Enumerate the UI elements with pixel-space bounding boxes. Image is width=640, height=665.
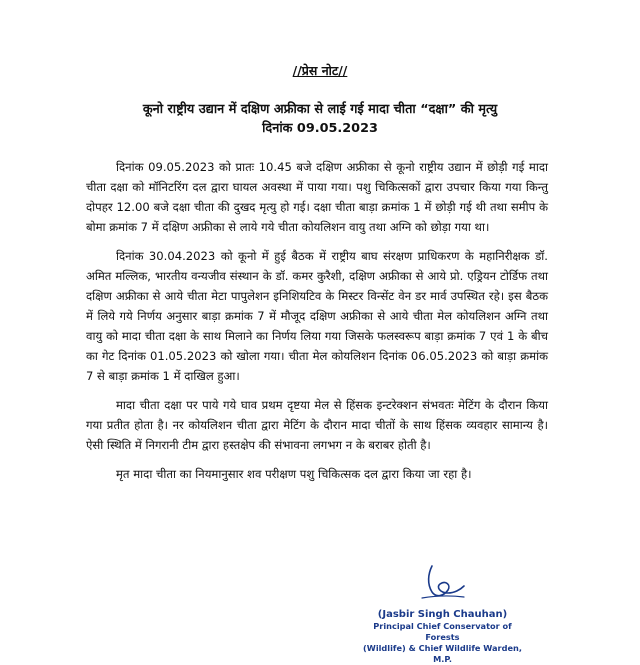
paragraph-4: मृत मादा चीता का नियमानुसार शव परीक्षण पशु चिकित्सक दल द्वारा किया जा रहा है।	[116, 467, 472, 481]
paragraph-1: दिनांक 09.05.2023 को प्रातः 10.45 बजे दक्षिण अफ्रीका से कूनो राष्ट्रीय उद्यान में छोड़ी गई मादा चीता दक्षा को मॉनिटरिंग दल द्वारा घायल अवस्था में पाया गया। पशु चिकित्सकों द्वारा उपचार किया गया किन्तु दोपहर 12.00 बजे दक्षा चीता की दुखद मृत्यु हो गई। दक्षा चीता बाड़ा क्रमांक 1 में छोड़ी गई थी तथा समीप के बोमा क्रमांक 7 में दक्षिण अफ्रीका से लाये गये चीता कोयलिशन वायु तथा अग्नि को छोड़ा गया था।	[86, 160, 548, 234]
handwritten-signature	[418, 560, 468, 602]
press-note-title: कूनो राष्ट्रीय उद्यान में दक्षिण अफ्रीका से लाई गई मादा चीता “दक्षा” की मृत्यु	[142, 102, 498, 117]
signatory-title-line2: (Wildlife) & Chief Wildlife Warden, M.P.	[363, 643, 522, 664]
signatory-block	[355, 608, 530, 665]
press-note-label: //प्रेस नोट//	[292, 63, 348, 78]
signatory-title-line1: Principal Chief Conservator of Forests	[373, 621, 512, 642]
paragraph-3: मादा चीता दक्षा पर पाये गये घाव प्रथम दृष्टया मेल से हिंसक इन्टरेक्शन संभवतः मेटिंग के दौरान किया गया प्रतीत होता है। नर कोयलिशन चीता द्वारा मेटिंग के दौरान मादा चीतों के साथ हिंसक व्यवहार सामान्य है। ऐसी स्थिति में निगरानी टीम द्वारा हस्तक्षेप की संभावना लगभग न के बराबर होती है।	[86, 398, 548, 452]
signatory-name: (Jasbir Singh Chauhan)	[377, 609, 508, 620]
press-note-date: दिनांक 09.05.2023	[262, 121, 378, 136]
paragraph-2: दिनांक 30.04.2023 को कूनो में हुई बैठक में राष्ट्रीय बाघ संरक्षण प्राधिकरण के महानिरीक्षक डॉ. अमित मल्लिक, भारतीय वन्यजीव संस्थान के डॉ. कमर कुरैशी, दक्षिण अफ्रीका से आये प्रो. एड्रियन टोर्डिफ तथा दक्षिण अफ्रीका से आये चीता मेटा पापुलेशन इनिशियटिव के मिस्टर विन्सेंट वेन डर मार्व उपस्थित रहे। इस बैठक में लिये गये निर्णय अनुसार बाड़ा क्रमांक 7 में मौजूद दक्षिण अफ्रीका से आये चीता मेल कोयलिशन अग्नि तथा वायु को मादा चीता दक्षा के साथ मिलाने का निर्णय लिया गया जिसके फलस्वरूप बाड़ा क्रमांक 7 एवं 1 के बीच का गेट दिनांक 01.05.2023 को खोला गया। चीता मेल कोयलिशन दिनांक 06.05.2023 को बाड़ा क्रमांक 7 से बाड़ा क्रमांक 1 में दाखिल हुआ।	[86, 249, 548, 383]
press-note-body	[86, 157, 548, 493]
